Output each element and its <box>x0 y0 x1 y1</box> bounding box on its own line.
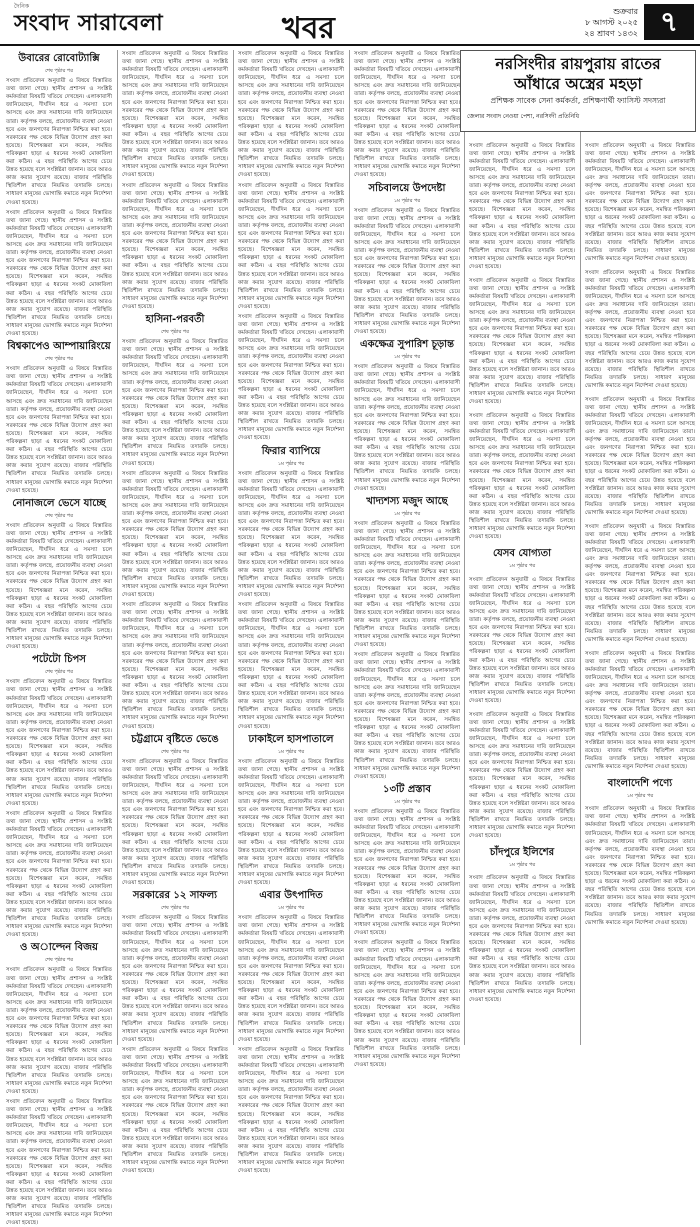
article-headline: ১৩টি প্রস্তাব <box>383 783 431 795</box>
article-body: সংবাদ প্রতিবেদন অনুযায়ী এ বিষয়ে বিস্তারিত তথ্য জানা গেছে। স্থানীয় প্রশাসন ও সংশ্লিষ্ট কর্মকর্তারা বিষয়টি খতিয়ে দেখছেন। এলাকাবাসী জানিয়েছেন, দীর্ঘদিন ধরে এ সমস্যা চলে আসছে এবং দ্রুত সমাধানের দাবি জানিয়েছেন তারা। কর্তৃপক্ষ বলছে, প্রয়োজনীয় ব্যবস্থা নেওয়া হবে এবং জনগণের নিরাপত্তা নিশ্চিত করা হবে। সরকারের পক্ষ থেকে বিভিন্ন উদ্যোগ গ্রহণ করা হয়েছে। বিশেষজ্ঞরা মনে করেন, সমন্বিত পরিকল্পনা ছাড়া এ ধরনের সংকট মোকাবিলা করা কঠিন। এ বছর পরিস্থিতি আগের চেয়ে উন্নত হয়েছে বলে সংশ্লিষ্টরা জানান। তবে আরও কাজ করার সুযোগ রয়েছে। বাজার পরিস্থিতি স্থিতিশীল রাখতে নিয়মিত তদারকি চলছে। সাধারণ মানুষের ভোগান্তি কমাতে নতুন নির্দেশনা দেওয়া হয়েছে। <box>354 51 460 179</box>
article-body: সংবাদ প্রতিবেদন অনুযায়ী এ বিষয়ে বিস্তারিত তথ্য জানা গেছে। স্থানীয় প্রশাসন ও সংশ্লিষ্ট কর্মকর্তারা বিষয়টি খতিয়ে দেখছেন। এলাকাবাসী জানিয়েছেন, দীর্ঘদিন ধরে এ সমস্যা চলে আসছে এবং দ্রুত সমাধানের দাবি জানিয়েছেন তারা। কর্তৃপক্ষ বলছে, প্রয়োজনীয় ব্যবস্থা নেওয়া হবে এবং জনগণের নিরাপত্তা নিশ্চিত করা হবে। সরকারের পক্ষ থেকে বিভিন্ন উদ্যোগ গ্রহণ করা হয়েছে। বিশেষজ্ঞরা মনে করেন, সমন্বিত পরিকল্পনা ছাড়া এ ধরনের সংকট মোকাবিলা করা কঠিন। এ বছর পরিস্থিতি আগের চেয়ে উন্নত হয়েছে বলে সংশ্লিষ্টরা জানান। তবে আরও কাজ করার সুযোগ রয়েছে। বাজার পরিস্থিতি স্থিতিশীল রাখতে নিয়মিত তদারকি চলছে। সাধারণ মানুষের ভোগান্তি কমাতে নতুন নির্দেশনা দেওয়া হয়েছে। <box>585 806 695 926</box>
article-body: সংবাদ প্রতিবেদন অনুযায়ী এ বিষয়ে বিস্তারিত তথ্য জানা গেছে। স্থানীয় প্রশাসন ও সংশ্লিষ্ট কর্মকর্তারা বিষয়টি খতিয়ে দেখছেন। এলাকাবাসী জানিয়েছেন, দীর্ঘদিন ধরে এ সমস্যা চলে আসছে এবং দ্রুত সমাধানের দাবি জানিয়েছেন তারা। কর্তৃপক্ষ বলছে, প্রয়োজনীয় ব্যবস্থা নেওয়া হবে এবং জনগণের নিরাপত্তা নিশ্চিত করা হবে। সরকারের পক্ষ থেকে বিভিন্ন উদ্যোগ গ্রহণ করা হয়েছে। বিশেষজ্ঞরা মনে করেন, সমন্বিত পরিকল্পনা ছাড়া এ ধরনের সংকট মোকাবিলা করা কঠিন। এ বছর পরিস্থিতি আগের চেয়ে উন্নত হয়েছে বলে সংশ্লিষ্টরা জানান। তবে আরও কাজ করার সুযোগ রয়েছে। বাজার পরিস্থিতি স্থিতিশীল রাখতে নিয়মিত তদারকি চলছে। সাধারণ মানুষের ভোগান্তি কমাতে নতুন নির্দেশনা দেওয়া হয়েছে। <box>354 940 460 1068</box>
article-headline: উবারের রোবোট্যাক্সি <box>18 53 100 64</box>
column-3 <box>238 50 344 1175</box>
article-body: সংবাদ প্রতিবেদন অনুযায়ী এ বিষয়ে বিস্তারিত তথ্য জানা গেছে। স্থানীয় প্রশাসন ও সংশ্লিষ্ট কর্মকর্তারা বিষয়টি খতিয়ে দেখছেন। এলাকাবাসী জানিয়েছেন, দীর্ঘদিন ধরে এ সমস্যা চলে আসছে এবং দ্রুত সমাধানের দাবি জানিয়েছেন তারা। কর্তৃপক্ষ বলছে, প্রয়োজনীয় ব্যবস্থা নেওয়া হবে এবং জনগণের নিরাপত্তা নিশ্চিত করা হবে। সরকারের পক্ষ থেকে বিভিন্ন উদ্যোগ গ্রহণ করা হয়েছে। বিশেষজ্ঞরা মনে করেন, সমন্বিত পরিকল্পনা ছাড়া এ ধরনের সংকট মোকাবিলা করা কঠিন। এ বছর পরিস্থিতি আগের চেয়ে উন্নত হয়েছে বলে সংশ্লিষ্টরা জানান। তবে আরও কাজ করার সুযোগ রয়েছে। বাজার পরিস্থিতি স্থিতিশীল রাখতে নিয়মিত তদারকি চলছে। সাধারণ মানুষের ভোগান্তি কমাতে নতুন নির্দেশনা দেওয়া হয়েছে। <box>238 915 344 1043</box>
article-body: সংবাদ প্রতিবেদন অনুযায়ী এ বিষয়ে বিস্তারিত তথ্য জানা গেছে। স্থানীয় প্রশাসন ও সংশ্লিষ্ট কর্মকর্তারা বিষয়টি খতিয়ে দেখছেন। এলাকাবাসী জানিয়েছেন, দীর্ঘদিন ধরে এ সমস্যা চলে আসছে এবং দ্রুত সমাধানের দাবি জানিয়েছেন তারা। কর্তৃপক্ষ বলছে, প্রয়োজনীয় ব্যবস্থা নেওয়া হবে এবং জনগণের নিরাপত্তা নিশ্চিত করা হবে। সরকারের পক্ষ থেকে বিভিন্ন উদ্যোগ গ্রহণ করা হয়েছে। বিশেষজ্ঞরা মনে করেন, সমন্বিত পরিকল্পনা ছাড়া এ ধরনের সংকট মোকাবিলা করা কঠিন। এ বছর পরিস্থিতি আগের চেয়ে উন্নত হয়েছে বলে সংশ্লিষ্টরা জানান। তবে আরও কাজ করার সুযোগ রয়েছে। বাজার পরিস্থিতি স্থিতিশীল রাখতে নিয়মিত তদারকি চলছে। সাধারণ মানুষের ভোগান্তি কমাতে নতুন নির্দেশনা দেওয়া হয়েছে। <box>469 142 575 270</box>
continued-note: শেষ পৃষ্ঠার পর <box>161 329 189 335</box>
article-body: সংবাদ প্রতিবেদন অনুযায়ী এ বিষয়ে বিস্তারিত তথ্য জানা গেছে। স্থানীয় প্রশাসন ও সংশ্লিষ্ট কর্মকর্তারা বিষয়টি খতিয়ে দেখছেন। এলাকাবাসী জানিয়েছেন, দীর্ঘদিন ধরে এ সমস্যা চলে আসছে এবং দ্রুত সমাধানের দাবি জানিয়েছেন তারা। কর্তৃপক্ষ বলছে, প্রয়োজনীয় ব্যবস্থা নেওয়া হবে এবং জনগণের নিরাপত্তা নিশ্চিত করা হবে। সরকারের পক্ষ থেকে বিভিন্ন উদ্যোগ গ্রহণ করা হয়েছে। বিশেষজ্ঞরা মনে করেন, সমন্বিত পরিকল্পনা ছাড়া এ ধরনের সংকট মোকাবিলা করা কঠিন। এ বছর পরিস্থিতি আগের চেয়ে উন্নত হয়েছে বলে সংশ্লিষ্টরা জানান। তবে আরও কাজ করার সুযোগ রয়েছে। বাজার পরিস্থিতি স্থিতিশীল রাখতে নিয়মিত তদারকি চলছে। সাধারণ মানুষের ভোগান্তি কমাতে নতুন নির্দেশনা দেওয়া হয়েছে। <box>6 679 112 807</box>
article-body: সংবাদ প্রতিবেদন অনুযায়ী এ বিষয়ে বিস্তারিত তথ্য জানা গেছে। স্থানীয় প্রশাসন ও সংশ্লিষ্ট কর্মকর্তারা বিষয়টি খতিয়ে দেখছেন। এলাকাবাসী জানিয়েছেন, দীর্ঘদিন ধরে এ সমস্যা চলে আসছে এবং দ্রুত সমাধানের দাবি জানিয়েছেন তারা। কর্তৃপক্ষ বলছে, প্রয়োজনীয় ব্যবস্থা নেওয়া হবে এবং জনগণের নিরাপত্তা নিশ্চিত করা হবে। সরকারের পক্ষ থেকে বিভিন্ন উদ্যোগ গ্রহণ করা হয়েছে। বিশেষজ্ঞরা মনে করেন, সমন্বিত পরিকল্পনা ছাড়া এ ধরনের সংকট মোকাবিলা করা কঠিন। এ বছর পরিস্থিতি আগের চেয়ে উন্নত হয়েছে বলে সংশ্লিষ্টরা জানান। তবে আরও কাজ করার সুযোগ রয়েছে। বাজার পরিস্থিতি স্থিতিশীল রাখতে নিয়মিত তদারকি চলছে। সাধারণ মানুষের ভোগান্তি কমাতে নতুন নির্দেশনা দেওয়া হয়েছে। <box>122 339 228 467</box>
continued-note: ১ম পৃষ্ঠার পর <box>277 905 305 912</box>
article-body: সংবাদ প্রতিবেদন অনুযায়ী এ বিষয়ে বিস্তারিত তথ্য জানা গেছে। স্থানীয় প্রশাসন ও সংশ্লিষ্ট কর্মকর্তারা বিষয়টি খতিয়ে দেখছেন। এলাকাবাসী জানিয়েছেন, দীর্ঘদিন ধরে এ সমস্যা চলে আসছে এবং দ্রুত সমাধানের দাবি জানিয়েছেন তারা। কর্তৃপক্ষ বলছে, প্রয়োজনীয় ব্যবস্থা নেওয়া হবে এবং জনগণের নিরাপত্তা নিশ্চিত করা হবে। সরকারের পক্ষ থেকে বিভিন্ন উদ্যোগ গ্রহণ করা হয়েছে। বিশেষজ্ঞরা মনে করেন, সমন্বিত পরিকল্পনা ছাড়া এ ধরনের সংকট মোকাবিলা করা কঠিন। এ বছর পরিস্থিতি আগের চেয়ে উন্নত হয়েছে বলে সংশ্লিষ্টরা জানান। তবে আরও কাজ করার সুযোগ রয়েছে। বাজার পরিস্থিতি স্থিতিশীল রাখতে নিয়মিত তদারকি চলছে। সাধারণ মানুষের ভোগান্তি কমাতে নতুন নির্দেশনা দেওয়া হয়েছে। <box>585 650 695 770</box>
article-body: সংবাদ প্রতিবেদন অনুযায়ী এ বিষয়ে বিস্তারিত তথ্য জানা গেছে। স্থানীয় প্রশাসন ও সংশ্লিষ্ট কর্মকর্তারা বিষয়টি খতিয়ে দেখছেন। এলাকাবাসী জানিয়েছেন, দীর্ঘদিন ধরে এ সমস্যা চলে আসছে এবং দ্রুত সমাধানের দাবি জানিয়েছেন তারা। কর্তৃপক্ষ বলছে, প্রয়োজনীয় ব্যবস্থা নেওয়া হবে এবং জনগণের নিরাপত্তা নিশ্চিত করা হবে। সরকারের পক্ষ থেকে বিভিন্ন উদ্যোগ গ্রহণ করা হয়েছে। বিশেষজ্ঞরা মনে করেন, সমন্বিত পরিকল্পনা ছাড়া এ ধরনের সংকট মোকাবিলা করা কঠিন। এ বছর পরিস্থিতি আগের চেয়ে উন্নত হয়েছে বলে সংশ্লিষ্টরা জানান। তবে আরও কাজ করার সুযোগ রয়েছে। বাজার পরিস্থিতি স্থিতিশীল রাখতে নিয়মিত তদারকি চলছে। সাধারণ মানুষের ভোগান্তি কমাতে নতুন নির্দেশনা দেওয়া হয়েছে। <box>238 182 344 310</box>
column-divider <box>580 50 581 1045</box>
column-divider <box>117 50 118 1045</box>
continued-note: শেষ পৃষ্ঠার পর <box>161 905 189 912</box>
article-headline: ফিরার ব্যাপিয়ে <box>261 445 321 457</box>
article-headline: হাসিনা-পরবর্তী <box>145 314 205 325</box>
continued-note: শেষ পৃষ্ঠার পর <box>45 957 73 964</box>
section-title: খবর <box>282 11 335 46</box>
article-body: সংবাদ প্রতিবেদন অনুযায়ী এ বিষয়ে বিস্তারিত তথ্য জানা গেছে। স্থানীয় প্রশাসন ও সংশ্লিষ্ট কর্মকর্তারা বিষয়টি খতিয়ে দেখছেন। এলাকাবাসী জানিয়েছেন, দীর্ঘদিন ধরে এ সমস্যা চলে আসছে এবং দ্রুত সমাধানের দাবি জানিয়েছেন তারা। কর্তৃপক্ষ বলছে, প্রয়োজনীয় ব্যবস্থা নেওয়া হবে এবং জনগণের নিরাপত্তা নিশ্চিত করা হবে। সরকারের পক্ষ থেকে বিভিন্ন উদ্যোগ গ্রহণ করা হয়েছে। বিশেষজ্ঞরা মনে করেন, সমন্বিত পরিকল্পনা ছাড়া এ ধরনের সংকট মোকাবিলা করা কঠিন। এ বছর পরিস্থিতি আগের চেয়ে উন্নত হয়েছে বলে সংশ্লিষ্টরা জানান। তবে আরও কাজ করার সুযোগ রয়েছে। বাজার পরিস্থিতি স্থিতিশীল রাখতে নিয়মিত তদারকি চলছে। সাধারণ মানুষের ভোগান্তি কমাতে নতুন নির্দেশনা দেওয়া হয়েছে। <box>585 142 695 262</box>
lead-story-header <box>460 50 696 132</box>
article-body: সংবাদ প্রতিবেদন অনুযায়ী এ বিষয়ে বিস্তারিত তথ্য জানা গেছে। স্থানীয় প্রশাসন ও সংশ্লিষ্ট কর্মকর্তারা বিষয়টি খতিয়ে দেখছেন। এলাকাবাসী জানিয়েছেন, দীর্ঘদিন ধরে এ সমস্যা চলে আসছে এবং দ্রুত সমাধানের দাবি জানিয়েছেন তারা। কর্তৃপক্ষ বলছে, প্রয়োজনীয় ব্যবস্থা নেওয়া হবে এবং জনগণের নিরাপত্তা নিশ্চিত করা হবে। সরকারের পক্ষ থেকে বিভিন্ন উদ্যোগ গ্রহণ করা হয়েছে। বিশেষজ্ঞরা মনে করেন, সমন্বিত পরিকল্পনা ছাড়া এ ধরনের সংকট মোকাবিলা করা কঠিন। এ বছর পরিস্থিতি আগের চেয়ে উন্নত হয়েছে বলে সংশ্লিষ্টরা জানান। তবে আরও কাজ করার সুযোগ রয়েছে। বাজার পরিস্থিতি স্থিতিশীল রাখতে নিয়মিত তদারকি চলছে। সাধারণ মানুষের ভোগান্তি কমাতে নতুন নির্দেশনা দেওয়া হয়েছে। <box>238 314 344 442</box>
continued-note: শেষ পৃষ্ঠার পর <box>161 748 189 755</box>
article-body: সংবাদ প্রতিবেদন অনুযায়ী এ বিষয়ে বিস্তারিত তথ্য জানা গেছে। স্থানীয় প্রশাসন ও সংশ্লিষ্ট কর্মকর্তারা বিষয়টি খতিয়ে দেখছেন। এলাকাবাসী জানিয়েছেন, দীর্ঘদিন ধরে এ সমস্যা চলে আসছে এবং দ্রুত সমাধানের দাবি জানিয়েছেন তারা। কর্তৃপক্ষ বলছে, প্রয়োজনীয় ব্যবস্থা নেওয়া হবে এবং জনগণের নিরাপত্তা নিশ্চিত করা হবে। সরকারের পক্ষ থেকে বিভিন্ন উদ্যোগ গ্রহণ করা হয়েছে। বিশেষজ্ঞরা মনে করেন, সমন্বিত পরিকল্পনা ছাড়া এ ধরনের সংকট মোকাবিলা করা কঠিন। এ বছর পরিস্থিতি আগের চেয়ে উন্নত হয়েছে বলে সংশ্লিষ্টরা জানান। তবে আরও কাজ করার সুযোগ রয়েছে। বাজার পরিস্থিতি স্থিতিশীল রাখতে নিয়মিত তদারকি চলছে। সাধারণ মানুষের ভোগান্তি কমাতে নতুন নির্দেশনা দেওয়া হয়েছে। <box>469 875 575 1003</box>
column-divider <box>233 50 234 1045</box>
article-body: সংবাদ প্রতিবেদন অনুযায়ী এ বিষয়ে বিস্তারিত তথ্য জানা গেছে। স্থানীয় প্রশাসন ও সংশ্লিষ্ট কর্মকর্তারা বিষয়টি খতিয়ে দেখছেন। এলাকাবাসী জানিয়েছেন, দীর্ঘদিন ধরে এ সমস্যা চলে আসছে এবং দ্রুত সমাধানের দাবি জানিয়েছেন তারা। কর্তৃপক্ষ বলছে, প্রয়োজনীয় ব্যবস্থা নেওয়া হবে এবং জনগণের নিরাপত্তা নিশ্চিত করা হবে। সরকারের পক্ষ থেকে বিভিন্ন উদ্যোগ গ্রহণ করা হয়েছে। বিশেষজ্ঞরা মনে করেন, সমন্বিত পরিকল্পনা ছাড়া এ ধরনের সংকট মোকাবিলা করা কঠিন। এ বছর পরিস্থিতি আগের চেয়ে উন্নত হয়েছে বলে সংশ্লিষ্টরা জানান। তবে আরও কাজ করার সুযোগ রয়েছে। বাজার পরিস্থিতি স্থিতিশীল রাখতে নিয়মিত তদারকি চলছে। সাধারণ মানুষের ভোগান্তি কমাতে নতুন নির্দেশনা দেওয়া হয়েছে। <box>238 1046 344 1175</box>
continued-note: ১ম পৃষ্ঠার পর <box>393 510 421 517</box>
article-headline: পটেটো চিপস <box>32 654 86 666</box>
column-divider <box>464 50 465 1045</box>
column-6 <box>585 136 695 1045</box>
article-body: সংবাদ প্রতিবেদন অনুযায়ী এ বিষয়ে বিস্তারিত তথ্য জানা গেছে। স্থানীয় প্রশাসন ও সংশ্লিষ্ট কর্মকর্তারা বিষয়টি খতিয়ে দেখছেন। এলাকাবাসী জানিয়েছেন, দীর্ঘদিন ধরে এ সমস্যা চলে আসছে এবং দ্রুত সমাধানের দাবি জানিয়েছেন তারা। কর্তৃপক্ষ বলছে, প্রয়োজনীয় ব্যবস্থা নেওয়া হবে এবং জনগণের নিরাপত্তা নিশ্চিত করা হবে। সরকারের পক্ষ থেকে বিভিন্ন উদ্যোগ গ্রহণ করা হয়েছে। বিশেষজ্ঞরা মনে করেন, সমন্বিত পরিকল্পনা ছাড়া এ ধরনের সংকট মোকাবিলা করা কঠিন। এ বছর পরিস্থিতি আগের চেয়ে উন্নত হয়েছে বলে সংশ্লিষ্টরা জানান। তবে আরও কাজ করার সুযোগ রয়েছে। বাজার পরিস্থিতি স্থিতিশীল রাখতে নিয়মিত তদারকি চলছে। সাধারণ মানুষের ভোগান্তি কমাতে নতুন নির্দেশনা দেওয়া হয়েছে। <box>469 576 575 704</box>
continued-note: ১ম পৃষ্ঠার পর <box>393 354 421 361</box>
column-5 <box>469 136 575 1045</box>
column-divider <box>349 50 350 1045</box>
article-body: সংবাদ প্রতিবেদন অনুযায়ী এ বিষয়ে বিস্তারিত তথ্য জানা গেছে। স্থানীয় প্রশাসন ও সংশ্লিষ্ট কর্মকর্তারা বিষয়টি খতিয়ে দেখছেন। এলাকাবাসী জানিয়েছেন, দীর্ঘদিন ধরে এ সমস্যা চলে আসছে এবং দ্রুত সমাধানের দাবি জানিয়েছেন তারা। কর্তৃপক্ষ বলছে, প্রয়োজনীয় ব্যবস্থা নেওয়া হবে এবং জনগণের নিরাপত্তা নিশ্চিত করা হবে। সরকারের পক্ষ থেকে বিভিন্ন উদ্যোগ গ্রহণ করা হয়েছে। বিশেষজ্ঞরা মনে করেন, সমন্বিত পরিকল্পনা ছাড়া এ ধরনের সংকট মোকাবিলা করা কঠিন। এ বছর পরিস্থিতি আগের চেয়ে উন্নত হয়েছে বলে সংশ্লিষ্টরা জানান। তবে আরও কাজ করার সুযোগ রয়েছে। বাজার পরিস্থিতি স্থিতিশীল রাখতে নিয়মিত তদারকি চলছে। সাধারণ মানুষের ভোগান্তি কমাতে নতুন নির্দেশনা দেওয়া হয়েছে। <box>6 967 112 1095</box>
article-headline: ঢাকাইলে হাসপাতালে <box>248 733 334 745</box>
article-body: সংবাদ প্রতিবেদন অনুযায়ী এ বিষয়ে বিস্তারিত তথ্য জানা গেছে। স্থানীয় প্রশাসন ও সংশ্লিষ্ট কর্মকর্তারা বিষয়টি খতিয়ে দেখছেন। এলাকাবাসী জানিয়েছেন, দীর্ঘদিন ধরে এ সমস্যা চলে আসছে এবং দ্রুত সমাধানের দাবি জানিয়েছেন তারা। কর্তৃপক্ষ বলছে, প্রয়োজনীয় ব্যবস্থা নেওয়া হবে এবং জনগণের নিরাপত্তা নিশ্চিত করা হবে। সরকারের পক্ষ থেকে বিভিন্ন উদ্যোগ গ্রহণ করা হয়েছে। বিশেষজ্ঞরা মনে করেন, সমন্বিত পরিকল্পনা ছাড়া এ ধরনের সংকট মোকাবিলা করা কঠিন। এ বছর পরিস্থিতি আগের চেয়ে উন্নত হয়েছে বলে সংশ্লিষ্টরা জানান। তবে আরও কাজ করার সুযোগ রয়েছে। বাজার পরিস্থিতি স্থিতিশীল রাখতে নিয়মিত তদারকি চলছে। সাধারণ মানুষের ভোগান্তি কমাতে নতুন নির্দেশনা দেওয়া হয়েছে। <box>6 78 112 206</box>
article-body: সংবাদ প্রতিবেদন অনুযায়ী এ বিষয়ে বিস্তারিত তথ্য জানা গেছে। স্থানীয় প্রশাসন ও সংশ্লিষ্ট কর্মকর্তারা বিষয়টি খতিয়ে দেখছেন। এলাকাবাসী জানিয়েছেন, দীর্ঘদিন ধরে এ সমস্যা চলে আসছে এবং দ্রুত সমাধানের দাবি জানিয়েছেন তারা। কর্তৃপক্ষ বলছে, প্রয়োজনীয় ব্যবস্থা নেওয়া হবে এবং জনগণের নিরাপত্তা নিশ্চিত করা হবে। সরকারের পক্ষ থেকে বিভিন্ন উদ্যোগ গ্রহণ করা হয়েছে। বিশেষজ্ঞরা মনে করেন, সমন্বিত পরিকল্পনা ছাড়া এ ধরনের সংকট মোকাবিলা করা কঠিন। এ বছর পরিস্থিতি আগের চেয়ে উন্নত হয়েছে বলে সংশ্লিষ্টরা জানান। তবে আরও কাজ করার সুযোগ রয়েছে। বাজার পরিস্থিতি স্থিতিশীল রাখতে নিয়মিত তদারকি চলছে। সাধারণ মানুষের ভোগান্তি কমাতে নতুন নির্দেশনা দেওয়া হয়েছে। <box>122 915 228 1043</box>
article-body: সংবাদ প্রতিবেদন অনুযায়ী এ বিষয়ে বিস্তারিত তথ্য জানা গেছে। স্থানীয় প্রশাসন ও সংশ্লিষ্ট কর্মকর্তারা বিষয়টি খতিয়ে দেখছেন। এলাকাবাসী জানিয়েছেন, দীর্ঘদিন ধরে এ সমস্যা চলে আসছে এবং দ্রুত সমাধানের দাবি জানিয়েছেন তারা। কর্তৃপক্ষ বলছে, প্রয়োজনীয় ব্যবস্থা নেওয়া হবে এবং জনগণের নিরাপত্তা নিশ্চিত করা হবে। সরকারের পক্ষ থেকে বিভিন্ন উদ্যোগ গ্রহণ করা হয়েছে। বিশেষজ্ঞরা মনে করেন, সমন্বিত পরিকল্পনা ছাড়া এ ধরনের সংকট মোকাবিলা করা কঠিন। এ বছর পরিস্থিতি আগের চেয়ে উন্নত হয়েছে বলে সংশ্লিষ্টরা জানান। তবে আরও কাজ করার সুযোগ রয়েছে। বাজার পরিস্থিতি স্থিতিশীল রাখতে নিয়মিত তদারকি চলছে। সাধারণ মানুষের ভোগান্তি কমাতে নতুন নির্দেশনা দেওয়া হয়েছে। <box>354 808 460 937</box>
article-headline: সরকারের ১২ সাফল্য <box>132 890 218 902</box>
article-headline: চট্টগ্রামে বৃষ্টিতে ভেঙে <box>131 733 219 745</box>
article-headline: চাঁদপুরে ইলিশের <box>489 846 555 858</box>
article-body: সংবাদ প্রতিবেদন অনুযায়ী এ বিষয়ে বিস্তারিত তথ্য জানা গেছে। স্থানীয় প্রশাসন ও সংশ্লিষ্ট কর্মকর্তারা বিষয়টি খতিয়ে দেখছেন। এলাকাবাসী জানিয়েছেন, দীর্ঘদিন ধরে এ সমস্যা চলে আসছে এবং দ্রুত সমাধানের দাবি জানিয়েছেন তারা। কর্তৃপক্ষ বলছে, প্রয়োজনীয় ব্যবস্থা নেওয়া হবে এবং জনগণের নিরাপত্তা নিশ্চিত করা হবে। সরকারের পক্ষ থেকে বিভিন্ন উদ্যোগ গ্রহণ করা হয়েছে। বিশেষজ্ঞরা মনে করেন, সমন্বিত পরিকল্পনা ছাড়া এ ধরনের সংকট মোকাবিলা করা কঠিন। এ বছর পরিস্থিতি আগের চেয়ে উন্নত হয়েছে বলে সংশ্লিষ্টরা জানান। তবে আরও কাজ করার সুযোগ রয়েছে। বাজার পরিস্থিতি স্থিতিশীল রাখতে নিয়মিত তদারকি চলছে। সাধারণ মানুষের ভোগান্তি কমাতে নতুন নির্দেশনা দেওয়া হয়েছে। <box>585 269 695 389</box>
article-body: সংবাদ প্রতিবেদন অনুযায়ী এ বিষয়ে বিস্তারিত তথ্য জানা গেছে। স্থানীয় প্রশাসন ও সংশ্লিষ্ট কর্মকর্তারা বিষয়টি খতিয়ে দেখছেন। এলাকাবাসী জানিয়েছেন, দীর্ঘদিন ধরে এ সমস্যা চলে আসছে এবং দ্রুত সমাধানের দাবি জানিয়েছেন তারা। কর্তৃপক্ষ বলছে, প্রয়োজনীয় ব্যবস্থা নেওয়া হবে এবং জনগণের নিরাপত্তা নিশ্চিত করা হবে। সরকারের পক্ষ থেকে বিভিন্ন উদ্যোগ গ্রহণ করা হয়েছে। বিশেষজ্ঞরা মনে করেন, সমন্বিত পরিকল্পনা ছাড়া এ ধরনের সংকট মোকাবিলা করা কঠিন। এ বছর পরিস্থিতি আগের চেয়ে উন্নত হয়েছে বলে সংশ্লিষ্টরা জানান। তবে আরও কাজ করার সুযোগ রয়েছে। বাজার পরিস্থিতি স্থিতিশীল রাখতে নিয়মিত তদারকি চলছে। সাধারণ মানুষের ভোগান্তি কমাতে নতুন নির্দেশনা দেওয়া হয়েছে। <box>469 277 575 406</box>
article-body: সংবাদ প্রতিবেদন অনুযায়ী এ বিষয়ে বিস্তারিত তথ্য জানা গেছে। স্থানীয় প্রশাসন ও সংশ্লিষ্ট কর্মকর্তারা বিষয়টি খতিয়ে দেখছেন। এলাকাবাসী জানিয়েছেন, দীর্ঘদিন ধরে এ সমস্যা চলে আসছে এবং দ্রুত সমাধানের দাবি জানিয়েছেন তারা। কর্তৃপক্ষ বলছে, প্রয়োজনীয় ব্যবস্থা নেওয়া হবে এবং জনগণের নিরাপত্তা নিশ্চিত করা হবে। সরকারের পক্ষ থেকে বিভিন্ন উদ্যোগ গ্রহণ করা হয়েছে। বিশেষজ্ঞরা মনে করেন, সমন্বিত পরিকল্পনা ছাড়া এ ধরনের সংকট মোকাবিলা করা কঠিন। এ বছর পরিস্থিতি আগের চেয়ে উন্নত হয়েছে বলে সংশ্লিষ্টরা জানান। তবে আরও কাজ করার সুযোগ রয়েছে। বাজার পরিস্থিতি স্থিতিশীল রাখতে নিয়মিত তদারকি চলছে। সাধারণ মানুষের ভোগান্তি কমাতে নতুন নির্দেশনা দেওয়া হয়েছে। <box>122 1046 228 1175</box>
date-english: ৮ আগস্ট ২০২৫ <box>585 18 638 27</box>
continued-note: ১ম পৃষ্ঠার পর <box>393 798 421 805</box>
article-body: সংবাদ প্রতিবেদন অনুযায়ী এ বিষয়ে বিস্তারিত তথ্য জানা গেছে। স্থানীয় প্রশাসন ও সংশ্লিষ্ট কর্মকর্তারা বিষয়টি খতিয়ে দেখছেন। এলাকাবাসী জানিয়েছেন, দীর্ঘদিন ধরে এ সমস্যা চলে আসছে এবং দ্রুত সমাধানের দাবি জানিয়েছেন তারা। কর্তৃপক্ষ বলছে, প্রয়োজনীয় ব্যবস্থা নেওয়া হবে এবং জনগণের নিরাপত্তা নিশ্চিত করা হবে। সরকারের পক্ষ থেকে বিভিন্ন উদ্যোগ গ্রহণ করা হয়েছে। বিশেষজ্ঞরা মনে করেন, সমন্বিত পরিকল্পনা ছাড়া এ ধরনের সংকট মোকাবিলা করা কঠিন। এ বছর পরিস্থিতি আগের চেয়ে উন্নত হয়েছে বলে সংশ্লিষ্টরা জানান। তবে আরও কাজ করার সুযোগ রয়েছে। বাজার পরিস্থিতি স্থিতিশীল রাখতে নিয়মিত তদারকি চলছে। সাধারণ মানুষের ভোগান্তি কমাতে নতুন নির্দেশনা দেওয়া হয়েছে। <box>354 652 460 780</box>
article-body: সংবাদ প্রতিবেদন অনুযায়ী এ বিষয়ে বিস্তারিত তথ্য জানা গেছে। স্থানীয় প্রশাসন ও সংশ্লিষ্ট কর্মকর্তারা বিষয়টি খতিয়ে দেখছেন। এলাকাবাসী জানিয়েছেন, দীর্ঘদিন ধরে এ সমস্যা চলে আসছে এবং দ্রুত সমাধানের দাবি জানিয়েছেন তারা। কর্তৃপক্ষ বলছে, প্রয়োজনীয় ব্যবস্থা নেওয়া হবে এবং জনগণের নিরাপত্তা নিশ্চিত করা হবে। সরকারের পক্ষ থেকে বিভিন্ন উদ্যোগ গ্রহণ করা হয়েছে। বিশেষজ্ঞরা মনে করেন, সমন্বিত পরিকল্পনা ছাড়া এ ধরনের সংকট মোকাবিলা করা কঠিন। এ বছর পরিস্থিতি আগের চেয়ে উন্নত হয়েছে বলে সংশ্লিষ্টরা জানান। তবে আরও কাজ করার সুযোগ রয়েছে। বাজার পরিস্থিতি স্থিতিশীল রাখতে নিয়মিত তদারকি চলছে। সাধারণ মানুষের ভোগান্তি কমাতে নতুন নির্দেশনা দেওয়া হয়েছে। <box>6 810 112 939</box>
article-body: সংবাদ প্রতিবেদন অনুযায়ী এ বিষয়ে বিস্তারিত তথ্য জানা গেছে। স্থানীয় প্রশাসন ও সংশ্লিষ্ট কর্মকর্তারা বিষয়টি খতিয়ে দেখছেন। এলাকাবাসী জানিয়েছেন, দীর্ঘদিন ধরে এ সমস্যা চলে আসছে এবং দ্রুত সমাধানের দাবি জানিয়েছেন তারা। কর্তৃপক্ষ বলছে, প্রয়োজনীয় ব্যবস্থা নেওয়া হবে এবং জনগণের নিরাপত্তা নিশ্চিত করা হবে। সরকারের পক্ষ থেকে বিভিন্ন উদ্যোগ গ্রহণ করা হয়েছে। বিশেষজ্ঞরা মনে করেন, সমন্বিত পরিকল্পনা ছাড়া এ ধরনের সংকট মোকাবিলা করা কঠিন। এ বছর পরিস্থিতি আগের চেয়ে উন্নত হয়েছে বলে সংশ্লিষ্টরা জানান। তবে আরও কাজ করার সুযোগ রয়েছে। বাজার পরিস্থিতি স্থিতিশীল রাখতে নিয়মিত তদারকি চলছে। সাধারণ মানুষের ভোগান্তি কমাতে নতুন নির্দেশনা দেওয়া হয়েছে। <box>585 523 695 643</box>
article-headline: বাংলাদেশি পণ্যে <box>607 777 673 789</box>
article-body: সংবাদ প্রতিবেদন অনুযায়ী এ বিষয়ে বিস্তারিত তথ্য জানা গেছে। স্থানীয় প্রশাসন ও সংশ্লিষ্ট কর্মকর্তারা বিষয়টি খতিয়ে দেখছেন। এলাকাবাসী জানিয়েছেন, দীর্ঘদিন ধরে এ সমস্যা চলে আসছে এবং দ্রুত সমাধানের দাবি জানিয়েছেন তারা। কর্তৃপক্ষ বলছে, প্রয়োজনীয় ব্যবস্থা নেওয়া হবে এবং জনগণের নিরাপত্তা নিশ্চিত করা হবে। সরকারের পক্ষ থেকে বিভিন্ন উদ্যোগ গ্রহণ করা হয়েছে। বিশেষজ্ঞরা মনে করেন, সমন্বিত পরিকল্পনা ছাড়া এ ধরনের সংকট মোকাবিলা করা কঠিন। এ বছর পরিস্থিতি আগের চেয়ে উন্নত হয়েছে বলে সংশ্লিষ্টরা জানান। তবে আরও কাজ করার সুযোগ রয়েছে। বাজার পরিস্থিতি স্থিতিশীল রাখতে নিয়মিত তদারকি চলছে। সাধারণ মানুষের ভোগান্তি কমাতে নতুন নির্দেশনা দেওয়া হয়েছে। <box>6 366 112 494</box>
continued-note: ১ম পৃষ্ঠার পর <box>277 748 305 755</box>
continued-note: ১ম পৃষ্ঠার পর <box>393 197 421 204</box>
article-body: সংবাদ প্রতিবেদন অনুযায়ী এ বিষয়ে বিস্তারিত তথ্য জানা গেছে। স্থানীয় প্রশাসন ও সংশ্লিষ্ট কর্মকর্তারা বিষয়টি খতিয়ে দেখছেন। এলাকাবাসী জানিয়েছেন, দীর্ঘদিন ধরে এ সমস্যা চলে আসছে এবং দ্রুত সমাধানের দাবি জানিয়েছেন তারা। কর্তৃপক্ষ বলছে, প্রয়োজনীয় ব্যবস্থা নেওয়া হবে এবং জনগণের নিরাপত্তা নিশ্চিত করা হবে। সরকারের পক্ষ থেকে বিভিন্ন উদ্যোগ গ্রহণ করা হয়েছে। বিশেষজ্ঞরা মনে করেন, সমন্বিত পরিকল্পনা ছাড়া এ ধরনের সংকট মোকাবিলা করা কঠিন। এ বছর পরিস্থিতি আগের চেয়ে উন্নত হয়েছে বলে সংশ্লিষ্টরা জানান। তবে আরও কাজ করার সুযোগ রয়েছে। বাজার পরিস্থিতি স্থিতিশীল রাখতে নিয়মিত তদারকি চলছে। সাধারণ মানুষের ভোগান্তি কমাতে নতুন নির্দেশনা দেওয়া হয়েছে। <box>469 711 575 840</box>
article-headline: খাদ্যশস্য মজুদ আছে <box>366 495 448 507</box>
article-body: সংবাদ প্রতিবেদন অনুযায়ী এ বিষয়ে বিস্তারিত তথ্য জানা গেছে। স্থানীয় প্রশাসন ও সংশ্লিষ্ট কর্মকর্তারা বিষয়টি খতিয়ে দেখছেন। এলাকাবাসী জানিয়েছেন, দীর্ঘদিন ধরে এ সমস্যা চলে আসছে এবং দ্রুত সমাধানের দাবি জানিয়েছেন তারা। কর্তৃপক্ষ বলছে, প্রয়োজনীয় ব্যবস্থা নেওয়া হবে এবং জনগণের নিরাপত্তা নিশ্চিত করা হবে। সরকারের পক্ষ থেকে বিভিন্ন উদ্যোগ গ্রহণ করা হয়েছে। বিশেষজ্ঞরা মনে করেন, সমন্বিত পরিকল্পনা ছাড়া এ ধরনের সংকট মোকাবিলা করা কঠিন। এ বছর পরিস্থিতি আগের চেয়ে উন্নত হয়েছে বলে সংশ্লিষ্টরা জানান। তবে আরও কাজ করার সুযোগ রয়েছে। বাজার পরিস্থিতি স্থিতিশীল রাখতে নিয়মিত তদারকি চলছে। সাধারণ মানুষের ভোগান্তি কমাতে নতুন নির্দেশনা দেওয়া হয়েছে। <box>6 522 112 651</box>
article-body: সংবাদ প্রতিবেদন অনুযায়ী এ বিষয়ে বিস্তারিত তথ্য জানা গেছে। স্থানীয় প্রশাসন ও সংশ্লিষ্ট কর্মকর্তারা বিষয়টি খতিয়ে দেখছেন। এলাকাবাসী জানিয়েছেন, দীর্ঘদিন ধরে এ সমস্যা চলে আসছে এবং দ্রুত সমাধানের দাবি জানিয়েছেন তারা। কর্তৃপক্ষ বলছে, প্রয়োজনীয় ব্যবস্থা নেওয়া হবে এবং জনগণের নিরাপত্তা নিশ্চিত করা হবে। সরকারের পক্ষ থেকে বিভিন্ন উদ্যোগ গ্রহণ করা হয়েছে। বিশেষজ্ঞরা মনে করেন, সমন্বিত পরিকল্পনা ছাড়া এ ধরনের সংকট মোকাবিলা করা কঠিন। এ বছর পরিস্থিতি আগের চেয়ে উন্নত হয়েছে বলে সংশ্লিষ্টরা জানান। তবে আরও কাজ করার সুযোগ রয়েছে। বাজার পরিস্থিতি স্থিতিশীল রাখতে নিয়মিত তদারকি চলছে। সাধারণ মানুষের ভোগান্তি কমাতে নতুন নির্দেশনা দেওয়া হয়েছে। <box>238 758 344 887</box>
newspaper-logo: সংবাদ সারাবেলা <box>14 11 164 36</box>
article-body: সংবাদ প্রতিবেদন অনুযায়ী এ বিষয়ে বিস্তারিত তথ্য জানা গেছে। স্থানীয় প্রশাসন ও সংশ্লিষ্ট কর্মকর্তারা বিষয়টি খতিয়ে দেখছেন। এলাকাবাসী জানিয়েছেন, দীর্ঘদিন ধরে এ সমস্যা চলে আসছে এবং দ্রুত সমাধানের দাবি জানিয়েছেন তারা। কর্তৃপক্ষ বলছে, প্রয়োজনীয় ব্যবস্থা নেওয়া হবে এবং জনগণের নিরাপত্তা নিশ্চিত করা হবে। সরকারের পক্ষ থেকে বিভিন্ন উদ্যোগ গ্রহণ করা হয়েছে। বিশেষজ্ঞরা মনে করেন, সমন্বিত পরিকল্পনা ছাড়া এ ধরনের সংকট মোকাবিলা করা কঠিন। এ বছর পরিস্থিতি আগের চেয়ে উন্নত হয়েছে বলে সংশ্লিষ্টরা জানান। তবে আরও কাজ করার সুযোগ রয়েছে। বাজার পরিস্থিতি স্থিতিশীল রাখতে নিয়মিত তদারকি চলছে। সাধারণ মানুষের ভোগান্তি কমাতে নতুন নির্দেশনা দেওয়া হয়েছে। <box>122 758 228 887</box>
lead-headline-line1: নরসিংদীর রায়পুরায় রাতের <box>495 55 661 73</box>
article-headline: ও অাল্দেন বিজয় <box>20 942 98 954</box>
article-body: সংবাদ প্রতিবেদন অনুযায়ী এ বিষয়ে বিস্তারিত তথ্য জানা গেছে। স্থানীয় প্রশাসন ও সংশ্লিষ্ট কর্মকর্তারা বিষয়টি খতিয়ে দেখছেন। এলাকাবাসী জানিয়েছেন, দীর্ঘদিন ধরে এ সমস্যা চলে আসছে এবং দ্রুত সমাধানের দাবি জানিয়েছেন তারা। কর্তৃপক্ষ বলছে, প্রয়োজনীয় ব্যবস্থা নেওয়া হবে এবং জনগণের নিরাপত্তা নিশ্চিত করা হবে। সরকারের পক্ষ থেকে বিভিন্ন উদ্যোগ গ্রহণ করা হয়েছে। বিশেষজ্ঞরা মনে করেন, সমন্বিত পরিকল্পনা ছাড়া এ ধরনের সংকট মোকাবিলা করা কঠিন। এ বছর পরিস্থিতি আগের চেয়ে উন্নত হয়েছে বলে সংশ্লিষ্টরা জানান। তবে আরও কাজ করার সুযোগ রয়েছে। বাজার পরিস্থিতি স্থিতিশীল রাখতে নিয়মিত তদারকি চলছে। সাধারণ মানুষের ভোগান্তি কমাতে নতুন নির্দেশনা দেওয়া হয়েছে। <box>354 520 460 649</box>
continued-note: ১ম পৃষ্ঠার পর <box>277 460 305 467</box>
lead-subtitle: প্রশিক্ষক সাবেক সেনা কর্মকর্তা, প্রশিক্ষণার্থী ফ্যাসিস্ট সদস্যরা <box>490 96 666 105</box>
article-body: সংবাদ প্রতিবেদন অনুযায়ী এ বিষয়ে বিস্তারিত তথ্য জানা গেছে। স্থানীয় প্রশাসন ও সংশ্লিষ্ট কর্মকর্তারা বিষয়টি খতিয়ে দেখছেন। এলাকাবাসী জানিয়েছেন, দীর্ঘদিন ধরে এ সমস্যা চলে আসছে এবং দ্রুত সমাধানের দাবি জানিয়েছেন তারা। কর্তৃপক্ষ বলছে, প্রয়োজনীয় ব্যবস্থা নেওয়া হবে এবং জনগণের নিরাপত্তা নিশ্চিত করা হবে। সরকারের পক্ষ থেকে বিভিন্ন উদ্যোগ গ্রহণ করা হয়েছে। বিশেষজ্ঞরা মনে করেন, সমন্বিত পরিকল্পনা ছাড়া এ ধরনের সংকট মোকাবিলা করা কঠিন। এ বছর পরিস্থিতি আগের চেয়ে উন্নত হয়েছে বলে সংশ্লিষ্টরা জানান। তবে আরও কাজ করার সুযোগ রয়েছে। বাজার পরিস্থিতি স্থিতিশীল রাখতে নিয়মিত তদারকি চলছে। সাধারণ মানুষের ভোগান্তি কমাতে নতুন নির্দেশনা দেওয়া হয়েছে। <box>122 470 228 598</box>
article-headline: এবার উৎপাদিত <box>259 890 323 902</box>
continued-note: শেষ পৃষ্ঠার পর <box>45 512 73 519</box>
article-body: সংবাদ প্রতিবেদন অনুযায়ী এ বিষয়ে বিস্তারিত তথ্য জানা গেছে। স্থানীয় প্রশাসন ও সংশ্লিষ্ট কর্মকর্তারা বিষয়টি খতিয়ে দেখছেন। এলাকাবাসী জানিয়েছেন, দীর্ঘদিন ধরে এ সমস্যা চলে আসছে এবং দ্রুত সমাধানের দাবি জানিয়েছেন তারা। কর্তৃপক্ষ বলছে, প্রয়োজনীয় ব্যবস্থা নেওয়া হবে এবং জনগণের নিরাপত্তা নিশ্চিত করা হবে। সরকারের পক্ষ থেকে বিভিন্ন উদ্যোগ গ্রহণ করা হয়েছে। বিশেষজ্ঞরা মনে করেন, সমন্বিত পরিকল্পনা ছাড়া এ ধরনের সংকট মোকাবিলা করা কঠিন। এ বছর পরিস্থিতি আগের চেয়ে উন্নত হয়েছে বলে সংশ্লিষ্টরা জানান। তবে আরও কাজ করার সুযোগ রয়েছে। বাজার পরিস্থিতি স্থিতিশীল রাখতে নিয়মিত তদারকি চলছে। সাধারণ মানুষের ভোগান্তি কমাতে নতুন নির্দেশনা দেওয়া হয়েছে। <box>354 364 460 492</box>
article-body: সংবাদ প্রতিবেদন অনুযায়ী এ বিষয়ে বিস্তারিত তথ্য জানা গেছে। স্থানীয় প্রশাসন ও সংশ্লিষ্ট কর্মকর্তারা বিষয়টি খতিয়ে দেখছেন। এলাকাবাসী জানিয়েছেন, দীর্ঘদিন ধরে এ সমস্যা চলে আসছে এবং দ্রুত সমাধানের দাবি জানিয়েছেন তারা। কর্তৃপক্ষ বলছে, প্রয়োজনীয় ব্যবস্থা নেওয়া হবে এবং জনগণের নিরাপত্তা নিশ্চিত করা হবে। সরকারের পক্ষ থেকে বিভিন্ন উদ্যোগ গ্রহণ করা হয়েছে। বিশেষজ্ঞরা মনে করেন, সমন্বিত পরিকল্পনা ছাড়া এ ধরনের সংকট মোকাবিলা করা কঠিন। এ বছর পরিস্থিতি আগের চেয়ে উন্নত হয়েছে বলে সংশ্লিষ্টরা জানান। তবে আরও কাজ করার সুযোগ রয়েছে। বাজার পরিস্থিতি স্থিতিশীল রাখতে নিয়মিত তদারকি চলছে। সাধারণ মানুষের ভোগান্তি কমাতে নতুন নির্দেশনা দেওয়া হয়েছে। <box>6 1098 112 1227</box>
article-body: সংবাদ প্রতিবেদন অনুযায়ী এ বিষয়ে বিস্তারিত তথ্য জানা গেছে। স্থানীয় প্রশাসন ও সংশ্লিষ্ট কর্মকর্তারা বিষয়টি খতিয়ে দেখছেন। এলাকাবাসী জানিয়েছেন, দীর্ঘদিন ধরে এ সমস্যা চলে আসছে এবং দ্রুত সমাধানের দাবি জানিয়েছেন তারা। কর্তৃপক্ষ বলছে, প্রয়োজনীয় ব্যবস্থা নেওয়া হবে এবং জনগণের নিরাপত্তা নিশ্চিত করা হবে। সরকারের পক্ষ থেকে বিভিন্ন উদ্যোগ গ্রহণ করা হয়েছে। বিশেষজ্ঞরা মনে করেন, সমন্বিত পরিকল্পনা ছাড়া এ ধরনের সংকট মোকাবিলা করা কঠিন। এ বছর পরিস্থিতি আগের চেয়ে উন্নত হয়েছে বলে সংশ্লিষ্টরা জানান। তবে আরও কাজ করার সুযোগ রয়েছে। বাজার পরিস্থিতি স্থিতিশীল রাখতে নিয়মিত তদারকি চলছে। সাধারণ মানুষের ভোগান্তি কমাতে নতুন নির্দেশনা দেওয়া হয়েছে। <box>122 602 228 730</box>
date-box <box>552 6 638 39</box>
date-bangla: ২৪ শ্রাবণ ১৪৩২ <box>584 29 638 38</box>
article-headline: নোনাজলে ভেসে যাচ্ছে <box>12 497 106 509</box>
page-number: ৭ <box>644 4 694 40</box>
continued-note: ১ম পৃষ্ঠার পর <box>508 562 536 569</box>
continued-note: শেষ পৃষ্ঠার পর <box>45 356 73 363</box>
continued-note: শেষ পৃষ্ঠার পর <box>45 68 73 74</box>
continued-note: ১ম পৃষ্ঠার পর <box>508 861 536 868</box>
article-headline: বিশ্বকাপেও আম্পায়ারিংয়ে <box>7 341 111 353</box>
article-body: সংবাদ প্রতিবেদন অনুযায়ী এ বিষয়ে বিস্তারিত তথ্য জানা গেছে। স্থানীয় প্রশাসন ও সংশ্লিষ্ট কর্মকর্তারা বিষয়টি খতিয়ে দেখছেন। এলাকাবাসী জানিয়েছেন, দীর্ঘদিন ধরে এ সমস্যা চলে আসছে এবং দ্রুত সমাধানের দাবি জানিয়েছেন তারা। কর্তৃপক্ষ বলছে, প্রয়োজনীয় ব্যবস্থা নেওয়া হবে এবং জনগণের নিরাপত্তা নিশ্চিত করা হবে। সরকারের পক্ষ থেকে বিভিন্ন উদ্যোগ গ্রহণ করা হয়েছে। বিশেষজ্ঞরা মনে করেন, সমন্বিত পরিকল্পনা ছাড়া এ ধরনের সংকট মোকাবিলা করা কঠিন। এ বছর পরিস্থিতি আগের চেয়ে উন্নত হয়েছে বলে সংশ্লিষ্টরা জানান। তবে আরও কাজ করার সুযোগ রয়েছে। বাজার পরিস্থিতি স্থিতিশীল রাখতে নিয়মিত তদারকি চলছে। সাধারণ মানুষের ভোগান্তি কমাতে নতুন নির্দেশনা দেওয়া হয়েছে। <box>469 412 575 541</box>
brand-prefix: দৈনিক <box>14 3 30 10</box>
column-4 <box>354 50 460 1068</box>
article-headline: সচিবালয়ে উপদেষ্টা <box>368 182 446 194</box>
article-body: সংবাদ প্রতিবেদন অনুযায়ী এ বিষয়ে বিস্তারিত তথ্য জানা গেছে। স্থানীয় প্রশাসন ও সংশ্লিষ্ট কর্মকর্তারা বিষয়টি খতিয়ে দেখছেন। এলাকাবাসী জানিয়েছেন, দীর্ঘদিন ধরে এ সমস্যা চলে আসছে এবং দ্রুত সমাধানের দাবি জানিয়েছেন তারা। কর্তৃপক্ষ বলছে, প্রয়োজনীয় ব্যবস্থা নেওয়া হবে এবং জনগণের নিরাপত্তা নিশ্চিত করা হবে। সরকারের পক্ষ থেকে বিভিন্ন উদ্যোগ গ্রহণ করা হয়েছে। বিশেষজ্ঞরা মনে করেন, সমন্বিত পরিকল্পনা ছাড়া এ ধরনের সংকট মোকাবিলা করা কঠিন। এ বছর পরিস্থিতি আগের চেয়ে উন্নত হয়েছে বলে সংশ্লিষ্টরা জানান। তবে আরও কাজ করার সুযোগ রয়েছে। বাজার পরিস্থিতি স্থিতিশীল রাখতে নিয়মিত তদারকি চলছে। সাধারণ মানুষের ভোগান্তি কমাতে নতুন নির্দেশনা দেওয়া হয়েছে। <box>238 51 344 179</box>
column-1 <box>6 50 112 1227</box>
lead-byline: জেলার সংবাদ নেওয়া পেশা, নরসিংদী প্রতিনিধি <box>467 113 580 120</box>
article-body: সংবাদ প্রতিবেদন অনুযায়ী এ বিষয়ে বিস্তারিত তথ্য জানা গেছে। স্থানীয় প্রশাসন ও সংশ্লিষ্ট কর্মকর্তারা বিষয়টি খতিয়ে দেখছেন। এলাকাবাসী জানিয়েছেন, দীর্ঘদিন ধরে এ সমস্যা চলে আসছে এবং দ্রুত সমাধানের দাবি জানিয়েছেন তারা। কর্তৃপক্ষ বলছে, প্রয়োজনীয় ব্যবস্থা নেওয়া হবে এবং জনগণের নিরাপত্তা নিশ্চিত করা হবে। সরকারের পক্ষ থেকে বিভিন্ন উদ্যোগ গ্রহণ করা হয়েছে। বিশেষজ্ঞরা মনে করেন, সমন্বিত পরিকল্পনা ছাড়া এ ধরনের সংকট মোকাবিলা করা কঠিন। এ বছর পরিস্থিতি আগের চেয়ে উন্নত হয়েছে বলে সংশ্লিষ্টরা জানান। তবে আরও কাজ করার সুযোগ রয়েছে। বাজার পরিস্থিতি স্থিতিশীল রাখতে নিয়মিত তদারকি চলছে। সাধারণ মানুষের ভোগান্তি কমাতে নতুন নির্দেশনা দেওয়া হয়েছে। <box>122 182 228 310</box>
article-body: সংবাদ প্রতিবেদন অনুযায়ী এ বিষয়ে বিস্তারিত তথ্য জানা গেছে। স্থানীয় প্রশাসন ও সংশ্লিষ্ট কর্মকর্তারা বিষয়টি খতিয়ে দেখছেন। এলাকাবাসী জানিয়েছেন, দীর্ঘদিন ধরে এ সমস্যা চলে আসছে এবং দ্রুত সমাধানের দাবি জানিয়েছেন তারা। কর্তৃপক্ষ বলছে, প্রয়োজনীয় ব্যবস্থা নেওয়া হবে এবং জনগণের নিরাপত্তা নিশ্চিত করা হবে। সরকারের পক্ষ থেকে বিভিন্ন উদ্যোগ গ্রহণ করা হয়েছে। বিশেষজ্ঞরা মনে করেন, সমন্বিত পরিকল্পনা ছাড়া এ ধরনের সংকট মোকাবিলা করা কঠিন। এ বছর পরিস্থিতি আগের চেয়ে উন্নত হয়েছে বলে সংশ্লিষ্টরা জানান। তবে আরও কাজ করার সুযোগ রয়েছে। বাজার পরিস্থিতি স্থিতিশীল রাখতে নিয়মিত তদারকি চলছে। সাধারণ মানুষের ভোগান্তি কমাতে নতুন নির্দেশনা দেওয়া হয়েছে। <box>6 209 112 337</box>
masthead <box>0 0 700 46</box>
article-body: সংবাদ প্রতিবেদন অনুযায়ী এ বিষয়ে বিস্তারিত তথ্য জানা গেছে। স্থানীয় প্রশাসন ও সংশ্লিষ্ট কর্মকর্তারা বিষয়টি খতিয়ে দেখছেন। এলাকাবাসী জানিয়েছেন, দীর্ঘদিন ধরে এ সমস্যা চলে আসছে এবং দ্রুত সমাধানের দাবি জানিয়েছেন তারা। কর্তৃপক্ষ বলছে, প্রয়োজনীয় ব্যবস্থা নেওয়া হবে এবং জনগণের নিরাপত্তা নিশ্চিত করা হবে। সরকারের পক্ষ থেকে বিভিন্ন উদ্যোগ গ্রহণ করা হয়েছে। বিশেষজ্ঞরা মনে করেন, সমন্বিত পরিকল্পনা ছাড়া এ ধরনের সংকট মোকাবিলা করা কঠিন। এ বছর পরিস্থিতি আগের চেয়ে উন্নত হয়েছে বলে সংশ্লিষ্টরা জানান। তবে আরও কাজ করার সুযোগ রয়েছে। বাজার পরিস্থিতি স্থিতিশীল রাখতে নিয়মিত তদারকি চলছে। সাধারণ মানুষের ভোগান্তি কমাতে নতুন নির্দেশনা দেওয়া হয়েছে। <box>122 51 228 179</box>
column-2 <box>122 50 228 1175</box>
article-body: সংবাদ প্রতিবেদন অনুযায়ী এ বিষয়ে বিস্তারিত তথ্য জানা গেছে। স্থানীয় প্রশাসন ও সংশ্লিষ্ট কর্মকর্তারা বিষয়টি খতিয়ে দেখছেন। এলাকাবাসী জানিয়েছেন, দীর্ঘদিন ধরে এ সমস্যা চলে আসছে এবং দ্রুত সমাধানের দাবি জানিয়েছেন তারা। কর্তৃপক্ষ বলছে, প্রয়োজনীয় ব্যবস্থা নেওয়া হবে এবং জনগণের নিরাপত্তা নিশ্চিত করা হবে। সরকারের পক্ষ থেকে বিভিন্ন উদ্যোগ গ্রহণ করা হয়েছে। বিশেষজ্ঞরা মনে করেন, সমন্বিত পরিকল্পনা ছাড়া এ ধরনের সংকট মোকাবিলা করা কঠিন। এ বছর পরিস্থিতি আগের চেয়ে উন্নত হয়েছে বলে সংশ্লিষ্টরা জানান। তবে আরও কাজ করার সুযোগ রয়েছে। বাজার পরিস্থিতি স্থিতিশীল রাখতে নিয়মিত তদারকি চলছে। সাধারণ মানুষের ভোগান্তি কমাতে নতুন নির্দেশনা দেওয়া হয়েছে। <box>354 207 460 335</box>
article-headline: যেসব যোগ্যতা <box>492 547 552 559</box>
article-body: সংবাদ প্রতিবেদন অনুযায়ী এ বিষয়ে বিস্তারিত তথ্য জানা গেছে। স্থানীয় প্রশাসন ও সংশ্লিষ্ট কর্মকর্তারা বিষয়টি খতিয়ে দেখছেন। এলাকাবাসী জানিয়েছেন, দীর্ঘদিন ধরে এ সমস্যা চলে আসছে এবং দ্রুত সমাধানের দাবি জানিয়েছেন তারা। কর্তৃপক্ষ বলছে, প্রয়োজনীয় ব্যবস্থা নেওয়া হবে এবং জনগণের নিরাপত্তা নিশ্চিত করা হবে। সরকারের পক্ষ থেকে বিভিন্ন উদ্যোগ গ্রহণ করা হয়েছে। বিশেষজ্ঞরা মনে করেন, সমন্বিত পরিকল্পনা ছাড়া এ ধরনের সংকট মোকাবিলা করা কঠিন। এ বছর পরিস্থিতি আগের চেয়ে উন্নত হয়েছে বলে সংশ্লিষ্টরা জানান। তবে আরও কাজ করার সুযোগ রয়েছে। বাজার পরিস্থিতি স্থিতিশীল রাখতে নিয়মিত তদারকি চলছে। সাধারণ মানুষের ভোগান্তি কমাতে নতুন নির্দেশনা দেওয়া হয়েছে। <box>238 470 344 598</box>
article-headline: একক্ষেত্র সুপারিশ চূড়ান্ত <box>360 339 454 351</box>
continued-note: ১ম পৃষ্ঠার পর <box>626 792 654 799</box>
continued-note: শেষ পৃষ্ঠার পর <box>45 669 73 676</box>
date-day: শুক্রবার <box>613 7 638 16</box>
article-body: সংবাদ প্রতিবেদন অনুযায়ী এ বিষয়ে বিস্তারিত তথ্য জানা গেছে। স্থানীয় প্রশাসন ও সংশ্লিষ্ট কর্মকর্তারা বিষয়টি খতিয়ে দেখছেন। এলাকাবাসী জানিয়েছেন, দীর্ঘদিন ধরে এ সমস্যা চলে আসছে এবং দ্রুত সমাধানের দাবি জানিয়েছেন তারা। কর্তৃপক্ষ বলছে, প্রয়োজনীয় ব্যবস্থা নেওয়া হবে এবং জনগণের নিরাপত্তা নিশ্চিত করা হবে। সরকারের পক্ষ থেকে বিভিন্ন উদ্যোগ গ্রহণ করা হয়েছে। বিশেষজ্ঞরা মনে করেন, সমন্বিত পরিকল্পনা ছাড়া এ ধরনের সংকট মোকাবিলা করা কঠিন। এ বছর পরিস্থিতি আগের চেয়ে উন্নত হয়েছে বলে সংশ্লিষ্টরা জানান। তবে আরও কাজ করার সুযোগ রয়েছে। বাজার পরিস্থিতি স্থিতিশীল রাখতে নিয়মিত তদারকি চলছে। সাধারণ মানুষের ভোগান্তি কমাতে নতুন নির্দেশনা দেওয়া হয়েছে। <box>238 602 344 730</box>
article-body: সংবাদ প্রতিবেদন অনুযায়ী এ বিষয়ে বিস্তারিত তথ্য জানা গেছে। স্থানীয় প্রশাসন ও সংশ্লিষ্ট কর্মকর্তারা বিষয়টি খতিয়ে দেখছেন। এলাকাবাসী জানিয়েছেন, দীর্ঘদিন ধরে এ সমস্যা চলে আসছে এবং দ্রুত সমাধানের দাবি জানিয়েছেন তারা। কর্তৃপক্ষ বলছে, প্রয়োজনীয় ব্যবস্থা নেওয়া হবে এবং জনগণের নিরাপত্তা নিশ্চিত করা হবে। সরকারের পক্ষ থেকে বিভিন্ন উদ্যোগ গ্রহণ করা হয়েছে। বিশেষজ্ঞরা মনে করেন, সমন্বিত পরিকল্পনা ছাড়া এ ধরনের সংকট মোকাবিলা করা কঠিন। এ বছর পরিস্থিতি আগের চেয়ে উন্নত হয়েছে বলে সংশ্লিষ্টরা জানান। তবে আরও কাজ করার সুযোগ রয়েছে। বাজার পরিস্থিতি স্থিতিশীল রাখতে নিয়মিত তদারকি চলছে। সাধারণ মানুষের ভোগান্তি কমাতে নতুন নির্দেশনা দেওয়া হয়েছে। <box>585 396 695 516</box>
lead-headline-line2: আঁধারে অস্ত্রের মহড়া <box>514 75 642 93</box>
